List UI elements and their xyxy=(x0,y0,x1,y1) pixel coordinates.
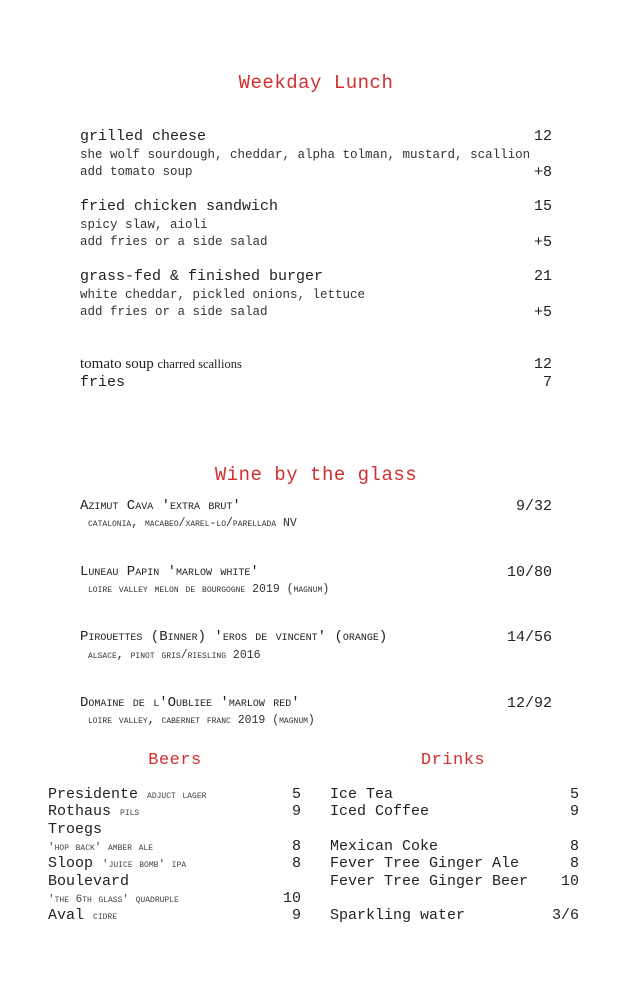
drink-name: Mexican Coke xyxy=(330,838,439,855)
wine-desc: catalonia, macabeo/xarel-lo/parellada NV xyxy=(88,517,297,530)
addon-price: +5 xyxy=(533,304,552,321)
drink-price: 9 xyxy=(569,803,579,820)
beer-label xyxy=(48,786,206,803)
wine-desc: alsace, pinot gris/riesling 2016 xyxy=(88,649,261,662)
beer-name: Boulevard xyxy=(48,873,130,890)
item-desc: she wolf sourdough, cheddar, alpha tolman, mustard, scallion xyxy=(80,148,531,162)
beer-price: 10 xyxy=(282,890,301,907)
side-name: tomato soup xyxy=(80,356,154,372)
beer-style: adjuct lager xyxy=(147,790,207,802)
beer-label xyxy=(48,873,129,890)
wine-name: Luneau Papin 'marlow white' xyxy=(80,564,259,580)
lunch-title: Weekday Lunch xyxy=(238,72,394,94)
beers-title: Beers xyxy=(148,751,202,770)
drink-price: 8 xyxy=(569,855,579,872)
side-price: 7 xyxy=(542,374,552,391)
beer-label xyxy=(48,838,153,855)
beer-name: Troegs xyxy=(48,821,103,838)
item-price: 21 xyxy=(533,268,552,285)
beer-name: Aval xyxy=(48,907,85,924)
beer-name: Rothaus xyxy=(48,803,112,820)
beer-price: 8 xyxy=(291,838,301,855)
beer-price: 8 xyxy=(291,855,301,872)
addon-price: +5 xyxy=(533,234,552,251)
drink-name: Sparkling water xyxy=(330,907,466,924)
beer-name: Presidente xyxy=(48,786,139,803)
beer-style: 'hop back' amber ale xyxy=(48,842,154,854)
item-name: fried chicken sandwich xyxy=(80,198,279,215)
wine-price: 12/92 xyxy=(506,695,552,712)
beer-label xyxy=(48,890,179,907)
drink-price: 3/6 xyxy=(551,907,579,924)
wine-price: 14/56 xyxy=(506,629,552,646)
drink-price: 5 xyxy=(569,786,579,803)
wine-name: Azimut Cava 'extra brut' xyxy=(80,498,241,514)
wine-name: Pirouettes (Binner) 'eros de vincent' (orange) xyxy=(80,629,388,645)
beer-label xyxy=(48,855,186,872)
drink-price: 8 xyxy=(569,838,579,855)
beer-label xyxy=(48,907,117,924)
wine-desc: loire valley melon de bourgogne 2019 (magnum) xyxy=(88,583,330,596)
wine-price: 10/80 xyxy=(506,564,552,581)
item-desc: white cheddar, pickled onions, lettuce xyxy=(80,288,366,302)
item-price: 15 xyxy=(533,198,552,215)
beer-label xyxy=(48,803,139,820)
beer-label xyxy=(48,821,102,838)
beer-price: 9 xyxy=(291,907,301,924)
side-price: 12 xyxy=(533,356,552,373)
drink-name: Ice Tea xyxy=(330,786,394,803)
beer-price: 5 xyxy=(291,786,301,803)
addon-price: +8 xyxy=(533,164,552,181)
drink-price: 10 xyxy=(560,873,579,890)
beer-price: 9 xyxy=(291,803,301,820)
item-name: grilled cheese xyxy=(80,128,207,145)
drink-name: Fever Tree Ginger Beer xyxy=(330,873,529,890)
beer-style: 'juice bomb' ipa xyxy=(102,859,187,871)
beer-style: pils xyxy=(120,807,140,819)
beer-style: cidre xyxy=(93,911,118,923)
item-name: grass-fed & finished burger xyxy=(80,268,324,285)
item-addon: add tomato soup xyxy=(80,165,193,179)
item-addon: add fries or a side salad xyxy=(80,305,268,319)
item-price: 12 xyxy=(533,128,552,145)
side-name: fries xyxy=(80,374,126,391)
side-note: charred scallions xyxy=(157,357,242,371)
item-desc: spicy slaw, aioli xyxy=(80,218,208,232)
beer-style: 'the 6th glass' quadruple xyxy=(48,894,179,906)
drinks-title: Drinks xyxy=(420,751,486,770)
wine-desc: loire valley, cabernet franc 2019 (magnum) xyxy=(88,714,315,727)
drink-name: Fever Tree Ginger Ale xyxy=(330,855,520,872)
item-addon: add fries or a side salad xyxy=(80,235,268,249)
drink-name: Iced Coffee xyxy=(330,803,430,820)
wine-price: 9/32 xyxy=(515,498,552,515)
wine-title: Wine by the glass xyxy=(214,464,418,486)
beer-name: Sloop xyxy=(48,855,94,872)
wine-name: Domaine de l'Oubliee 'marlow red' xyxy=(80,695,300,711)
